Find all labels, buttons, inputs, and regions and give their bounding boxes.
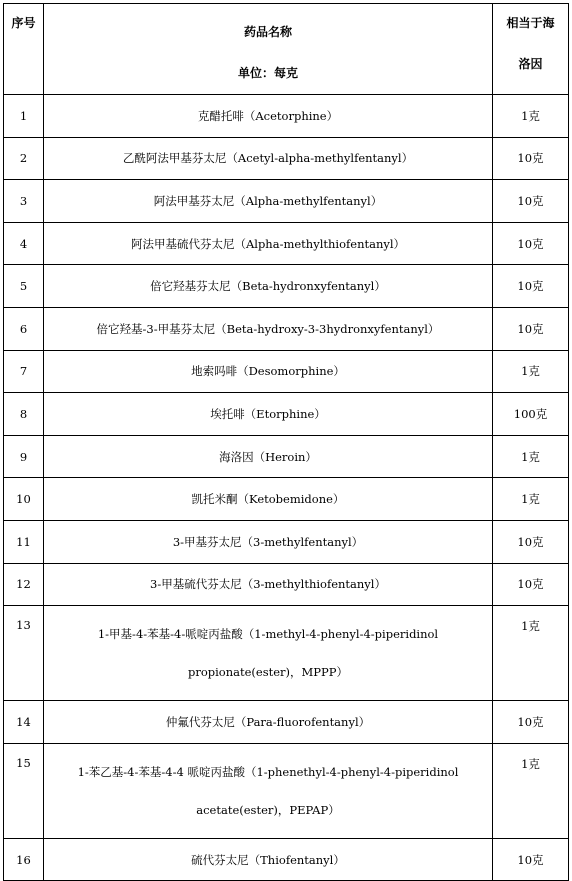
- row-index: 9: [4, 435, 44, 478]
- table-row: [4, 265, 569, 308]
- row-drug-name: 3-甲基硫代芬太尼（3-methylthiofentanyl）: [44, 563, 493, 606]
- row-index: 12: [4, 563, 44, 606]
- header-equiv-line2: 洛因: [518, 57, 543, 71]
- row-drug-name: 仲氟代芬太尼（Para-fluorofentanyl）: [44, 701, 493, 744]
- row-drug-name: 乙酰阿法甲基芬太尼（Acetyl-alpha-methylfentanyl）: [44, 137, 493, 180]
- row-drug-name-line1: 1-苯乙基-4-苯基-4-4 哌啶丙盐酸（1-phenethyl-4-phenyl-4-piperidinol: [77, 764, 459, 779]
- row-equivalent: 1克: [493, 95, 569, 138]
- row-index: 8: [4, 393, 44, 436]
- row-index: 11: [4, 520, 44, 563]
- row-index: 2: [4, 137, 44, 180]
- table-row: [4, 606, 569, 701]
- row-drug-name: 克醋托啡（Acetorphine）: [44, 95, 493, 138]
- row-index: 6: [4, 307, 44, 350]
- row-equivalent: 1克: [493, 350, 569, 393]
- row-index: 13: [4, 606, 44, 701]
- row-index: 1: [4, 95, 44, 138]
- header-name-title: 药品名称: [243, 25, 292, 39]
- row-drug-name: 倍它羟基-3-甲基芬太尼（Beta-hydroxy-3-3hydronxyfentanyl）: [44, 307, 493, 350]
- row-index: 15: [4, 743, 44, 838]
- row-equivalent: 10克: [493, 838, 569, 881]
- row-equivalent: 10克: [493, 265, 569, 308]
- row-index: 4: [4, 222, 44, 265]
- row-index: 14: [4, 701, 44, 744]
- row-drug-name: 凯托米酮（Ketobemidone）: [44, 478, 493, 521]
- table-row: [4, 137, 569, 180]
- header-name-unit: 单位：每克: [237, 66, 298, 80]
- row-equivalent: 1克: [493, 478, 569, 521]
- table-row: [4, 307, 569, 350]
- table-row: [4, 478, 569, 521]
- row-equivalent: 1克: [493, 606, 569, 701]
- table-row: [4, 838, 569, 881]
- row-drug-name: [44, 606, 493, 701]
- row-drug-name-line1: 1-甲基-4-苯基-4-哌啶丙盐酸（1-methyl-4-phenyl-4-piperidinol: [97, 627, 439, 642]
- table-row: [4, 435, 569, 478]
- row-equivalent: 100克: [493, 393, 569, 436]
- table-row: [4, 393, 569, 436]
- table-row: [4, 95, 569, 138]
- row-equivalent: 10克: [493, 307, 569, 350]
- row-index: 10: [4, 478, 44, 521]
- drug-equivalence-table: [3, 3, 569, 881]
- row-drug-name-line2: acetate(ester)，PEPAP）: [196, 802, 340, 817]
- row-drug-name: 海洛因（Heroin）: [44, 435, 493, 478]
- table-row: [4, 743, 569, 838]
- row-drug-name: 硫代芬太尼（Thiofentanyl）: [44, 838, 493, 881]
- row-drug-name: 阿法甲基芬太尼（Alpha-methylfentanyl）: [44, 180, 493, 223]
- row-equivalent: 1克: [493, 435, 569, 478]
- row-drug-name: 3-甲基芬太尼（3-methylfentanyl）: [44, 520, 493, 563]
- header-equiv-line1: 相当于海: [506, 16, 555, 30]
- row-index: 16: [4, 838, 44, 881]
- row-index: 7: [4, 350, 44, 393]
- table-row: [4, 350, 569, 393]
- row-drug-name-line2: propionate(ester)，MPPP）: [187, 665, 349, 680]
- row-equivalent: 10克: [493, 180, 569, 223]
- header-heroin-equivalent: [493, 4, 569, 95]
- row-equivalent: 10克: [493, 222, 569, 265]
- header-drug-name: [44, 4, 493, 95]
- table-row: [4, 701, 569, 744]
- row-drug-name: [44, 743, 493, 838]
- row-equivalent: 10克: [493, 563, 569, 606]
- header-index: 序号: [4, 4, 44, 95]
- row-equivalent: 10克: [493, 520, 569, 563]
- row-index: 3: [4, 180, 44, 223]
- row-equivalent: 10克: [493, 701, 569, 744]
- table-row: [4, 520, 569, 563]
- row-drug-name: 倍它羟基芬太尼（Beta-hydronxyfentanyl）: [44, 265, 493, 308]
- row-equivalent: 10克: [493, 137, 569, 180]
- table-header-row: [4, 4, 569, 95]
- row-index: 5: [4, 265, 44, 308]
- table-row: [4, 222, 569, 265]
- row-equivalent: 1克: [493, 743, 569, 838]
- row-drug-name: 地索吗啡（Desomorphine）: [44, 350, 493, 393]
- table-row: [4, 180, 569, 223]
- row-drug-name: 埃托啡（Etorphine）: [44, 393, 493, 436]
- row-drug-name: 阿法甲基硫代芬太尼（Alpha-methylthiofentanyl）: [44, 222, 493, 265]
- table-row: [4, 563, 569, 606]
